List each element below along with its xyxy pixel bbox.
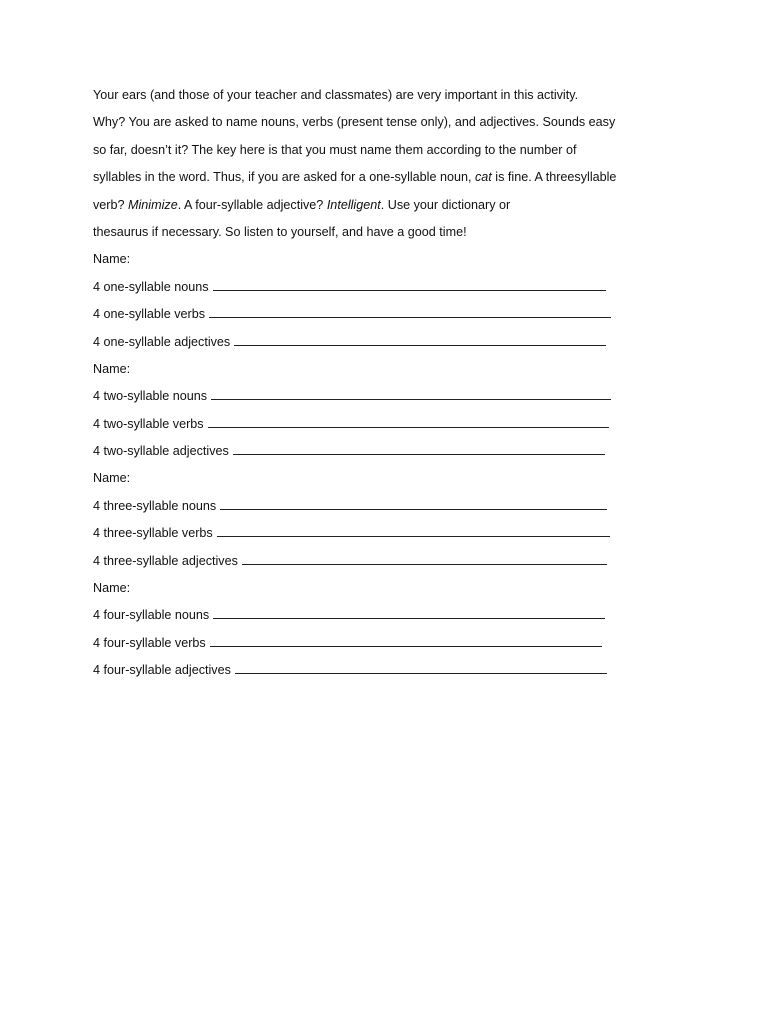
answer-blank[interactable]	[213, 276, 606, 291]
answer-row	[93, 413, 653, 440]
example-word-intelligent: Intelligent	[326, 197, 381, 212]
name-label	[93, 358, 653, 385]
answer-blank[interactable]	[208, 413, 609, 428]
intro-line	[93, 111, 653, 138]
answer-row	[93, 659, 653, 686]
intro-text: syllables in the word. Thus, if you are asked for a one-syllable noun,	[93, 170, 475, 185]
prompt-label: 4 three-syllable verbs	[93, 526, 213, 541]
worksheet-content	[93, 84, 653, 687]
prompt-label: 4 two-syllable nouns	[93, 389, 208, 404]
answer-blank[interactable]	[235, 659, 607, 674]
name-label	[93, 467, 653, 494]
answer-blank[interactable]	[242, 550, 607, 565]
answer-blank[interactable]	[210, 632, 602, 647]
intro-line	[93, 194, 653, 221]
prompt-label: 4 three-syllable nouns	[93, 498, 217, 513]
prompt-label: 4 one-syllable verbs	[93, 307, 206, 322]
name-label-text: Name:	[93, 252, 131, 267]
intro-line	[93, 166, 653, 193]
prompt-label: 4 four-syllable nouns	[93, 608, 210, 623]
answer-blank[interactable]	[220, 495, 607, 510]
answer-row	[93, 604, 653, 631]
answer-blank[interactable]	[233, 440, 605, 455]
answer-row	[93, 495, 653, 522]
answer-row	[93, 632, 653, 659]
name-label	[93, 248, 653, 275]
intro-text: verb?	[93, 197, 129, 212]
prompt-label: 4 two-syllable adjectives	[93, 444, 229, 459]
prompt-label: 4 four-syllable adjectives	[93, 663, 231, 678]
answer-row	[93, 550, 653, 577]
answer-row	[93, 440, 653, 467]
intro-line	[93, 221, 653, 248]
answer-blank[interactable]	[209, 303, 611, 318]
answer-row	[93, 385, 653, 412]
example-word-cat: cat	[475, 170, 492, 185]
intro-text: thesaurus if necessary. So listen to yourself, and have a good time!	[93, 224, 467, 239]
intro-text: . Use your dictionary or	[380, 197, 511, 212]
answer-blank[interactable]	[234, 331, 606, 346]
prompt-label: 4 one-syllable adjectives	[93, 334, 231, 349]
answer-row	[93, 303, 653, 330]
intro-line	[93, 84, 653, 111]
intro-text: is fine. A threesyllable	[491, 170, 617, 185]
name-label-text: Name:	[93, 471, 131, 486]
answer-row	[93, 276, 653, 303]
prompt-label: 4 two-syllable verbs	[93, 416, 204, 431]
answer-blank[interactable]	[211, 385, 611, 400]
example-word-minimize: Minimize	[128, 197, 178, 212]
name-label-text: Name:	[93, 361, 131, 376]
answer-row	[93, 331, 653, 358]
intro-text: . A four-syllable adjective?	[177, 197, 327, 212]
answer-row	[93, 522, 653, 549]
name-label-text: Name:	[93, 581, 131, 596]
intro-line	[93, 139, 653, 166]
answer-blank[interactable]	[213, 604, 605, 619]
intro-text: Your ears (and those of your teacher and classmates) are very important in this activity.	[93, 88, 579, 102]
intro-text: so far, doesn’t it? The key here is that you must name them according to the number of	[93, 142, 577, 157]
prompt-label: 4 three-syllable adjectives	[93, 553, 238, 568]
name-label	[93, 577, 653, 604]
prompt-label: 4 one-syllable nouns	[93, 279, 209, 294]
prompt-label: 4 four-syllable verbs	[93, 635, 206, 650]
intro-text: Why? You are asked to name nouns, verbs (present tense only), and adjectives. Sounds easy	[93, 115, 616, 130]
answer-blank[interactable]	[217, 522, 610, 537]
